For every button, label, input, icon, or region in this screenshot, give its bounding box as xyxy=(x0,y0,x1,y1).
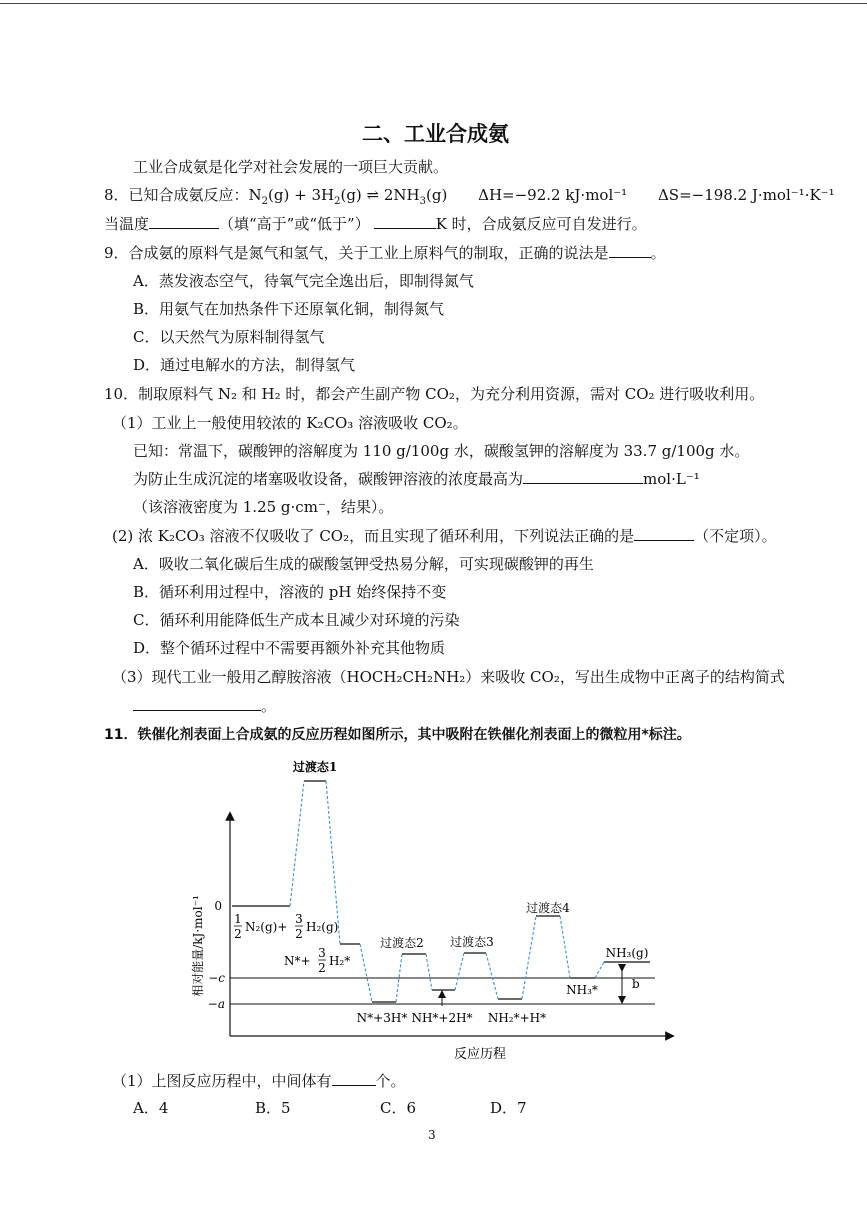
q8-ds: ΔS=−198.2 J·mol⁻¹·K⁻¹ xyxy=(657,186,835,204)
q8-dh: ΔH=−92.2 kJ·mol⁻¹ xyxy=(478,186,628,204)
q10-blank-3[interactable] xyxy=(133,698,261,711)
q11-stem: 11．铁催化剂表面上合成氨的反应历程如图所示，其中吸附在铁催化剂表面上的微粒用*标注。 xyxy=(104,727,691,743)
section-title: 二、工业合成氨 xyxy=(362,122,509,146)
start-label xyxy=(234,912,338,941)
q9-option-b: B．用氨气在加热条件下还原氧化铜，制得氮气 xyxy=(133,300,445,318)
q10-option-d: D．整个循环过程中不需要再额外补充其他物质 xyxy=(133,639,446,657)
n-h2-label xyxy=(284,946,350,975)
svg-text:3: 3 xyxy=(295,912,303,926)
q11-blank[interactable] xyxy=(332,1073,376,1086)
svg-text:1: 1 xyxy=(234,912,242,926)
q8-blank-2[interactable] xyxy=(374,216,436,229)
ts3-label: 过渡态3 xyxy=(450,935,494,949)
svg-text:N₂(g)+: N₂(g)+ xyxy=(245,920,288,934)
q10-ask: 为防止生成沉淀的堵塞吸收设备，碳酸钾溶液的浓度最高为 mol·L⁻¹ xyxy=(133,470,700,488)
species-n-3h: N*+3H* xyxy=(356,1011,408,1025)
svg-text:2: 2 xyxy=(234,927,242,941)
q8-blank-1[interactable] xyxy=(149,216,219,229)
ts4-label: 过渡态4 xyxy=(526,901,570,915)
q11-sub1: （1）上图反应历程中，中间体有 个。 xyxy=(112,1072,406,1090)
q9-option-c: C．以天然气为原料制得氢气 xyxy=(133,328,325,346)
q10-part3: （3）现代工业一般用乙醇胺溶液（HOCH₂CH₂NH₂）来吸收 CO₂，写出生成物中正离子的结构简式 xyxy=(112,668,785,686)
q10-part3-answer: 。 xyxy=(133,697,276,715)
q11-option-d: D．7 xyxy=(490,1099,527,1117)
q11-option-a: A．4 xyxy=(133,1099,169,1117)
y-tick-c: −c xyxy=(208,971,225,985)
q9-option-a: A．蒸发液态空气，待氧气完全逸出后，即制得氮气 xyxy=(133,272,474,290)
q8-prefix: 8．已知合成氨反应： xyxy=(104,186,249,204)
page-number: 3 xyxy=(428,1128,436,1142)
ts2-label: 过渡态2 xyxy=(380,936,424,950)
species-nh-2h: NH*+2H* xyxy=(411,1011,473,1025)
q10-part1: （1）工业上一般使用较浓的 K₂CO₃ 溶液吸收 CO₂。 xyxy=(112,414,468,432)
svg-text:3: 3 xyxy=(318,946,326,960)
q9-option-d: D．通过电解水的方法，制得氢气 xyxy=(133,356,356,374)
q11-option-c: C．6 xyxy=(380,1099,417,1117)
gap-b-label: b xyxy=(632,977,640,991)
energy-diagram xyxy=(180,750,690,1070)
q10-option-c: C．循环利用能降低生产成本且减少对环境的污染 xyxy=(133,611,460,629)
q10-part2: (2) 浓 K₂CO₃ 溶液不仅吸收了 CO₂，而且实现了循环利用，下列说法正确的是 （不定项）。 xyxy=(112,527,777,545)
q10-option-b: B．循环利用过程中，溶液的 pH 始终保持不变 xyxy=(133,583,447,601)
q10-known: 已知：常温下，碳酸钾的溶解度为 110 g/100g 水，碳酸氢钾的溶解度为 33.7 g/100g 水。 xyxy=(133,442,750,460)
svg-text:H₂(g): H₂(g) xyxy=(306,920,339,934)
svg-text:2: 2 xyxy=(295,927,303,941)
ts1-label: 过渡态1 xyxy=(292,760,338,774)
q9-stem: 9．合成氨的原料气是氮气和氢气，关于工业上原料气的制取，正确的说法是 。 xyxy=(104,244,666,262)
q9-blank[interactable] xyxy=(609,245,651,258)
q10-option-a: A．吸收二氧化碳后生成的碳酸氢钾受热易分解，可实现碳酸钾的再生 xyxy=(133,555,594,573)
energy-levels xyxy=(232,781,650,1002)
q8-line1 xyxy=(104,186,835,207)
x-axis-label: 反应历程 xyxy=(453,1047,507,1062)
species-nh2-h: NH₂*+H* xyxy=(487,1011,547,1025)
q8-reaction: $N_2(g) + 3H_2(g)$ ⇌ $2NH_3(g)$ xyxy=(248,186,448,207)
y-tick-a: −a xyxy=(207,997,225,1011)
species-nh3-ads: NH₃* xyxy=(566,983,598,997)
q8-line2: 当温度 （填“高于”或“低于”） K 时，合成氨反应可自发进行。 xyxy=(104,215,647,233)
svg-text:2: 2 xyxy=(318,961,326,975)
q10-blank-2[interactable] xyxy=(634,528,694,541)
svg-text:H₂*: H₂* xyxy=(329,954,351,968)
species-nh3-gas: NH₃(g) xyxy=(605,946,649,960)
intro-text: 工业合成氨是化学对社会发展的一项巨大贡献。 xyxy=(133,158,449,176)
energy-connectors xyxy=(290,781,604,1002)
q10-blank-1[interactable] xyxy=(523,471,643,484)
q10-stem: 10．制取原料气 N₂ 和 H₂ 时，都会产生副产物 CO₂，为充分利用资源，需对 CO₂ 进行吸收利用。 xyxy=(104,385,765,403)
q10-note: （该溶液密度为 1.25 g·cm⁻，结果）。 xyxy=(133,498,394,516)
top-rule xyxy=(0,3,867,4)
q11-option-b: B．5 xyxy=(255,1099,291,1117)
y-axis-label: 相对能量/kJ·mol⁻¹ xyxy=(191,895,205,997)
svg-text:N*+: N*+ xyxy=(284,954,311,968)
y-tick-0: 0 xyxy=(214,899,222,913)
